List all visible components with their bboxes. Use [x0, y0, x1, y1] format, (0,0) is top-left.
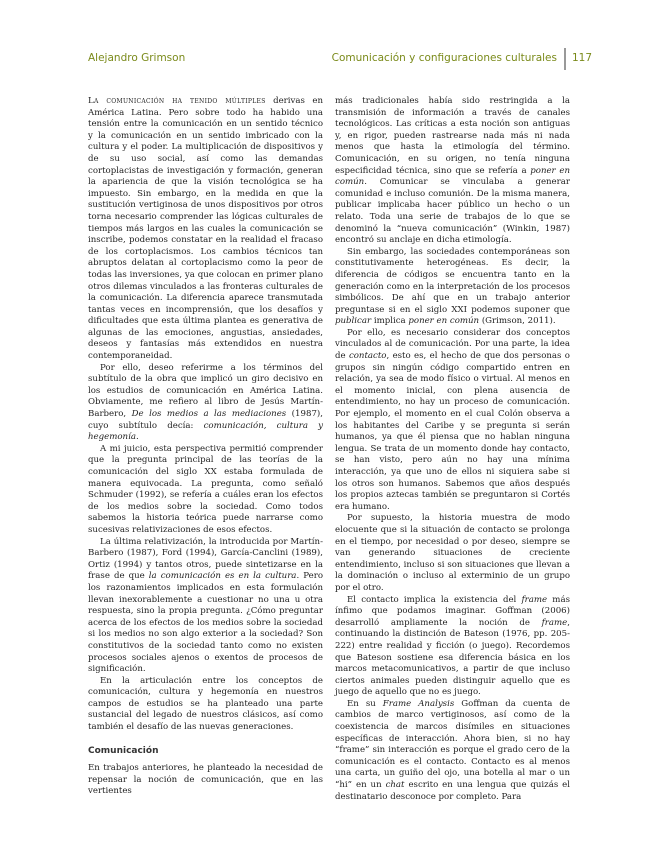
- paragraph: En su Frame Analysis Goffman da cuenta de cambios de marco vertiginosos, así como de la coexistencia de marcos disímiles en situaciones específicas de interacción. Ahora bien, si no hay “frame” sin interacción es porque el grado cero de la comunicación es el contacto. Contacto es al menos una carta, un guiño del ojo, una botella al mar o un “hi” en un chat escrito en una lengua que quizás el destinatario desconoce por completo. Para: [335, 698, 571, 802]
- left-column: [88, 96, 323, 798]
- paragraph: En trabajos anteriores, he planteado la necesidad de repensar la noción de comunicación, que en las vertientes: [88, 763, 323, 797]
- small-caps-lead: La comunicación ha tenido múltiples: [88, 96, 266, 106]
- paragraph: En la articulación entre los conceptos de comunicación, cultura y hegemonía en nuestros campos de estudios se ha planteado una parte sustancial del legado de nuestros clásicos, así como también el desafío de las nuevas generaciones.: [88, 675, 323, 733]
- right-column: [335, 96, 570, 803]
- running-header-author: Alejandro Grimson: [88, 52, 186, 64]
- header-divider: [564, 48, 566, 70]
- paragraph: Por ello, es necesario considerar dos conceptos vinculados al de comunicación. Por una parte, la idea de contacto, esto es, el hecho de que dos personas o grupos sin ningún código compartido entren en relación, ya sea de modo físico o virtual. Al menos en el momento inicial, con plena ausencia de entendimiento, no hay un proceso de comunicación. Por ejemplo, el momento en el cual Colón observa a los habitantes del Caribe y se pregunta si serán humanos, ya que él piensa que no hablan ninguna lengua. Se trata de un momento donde hay contacto, se han visto, pero aún no hay una mínima interacción, ya que uno de ellos ni siquiera sabe si los otros son humanos. Sabemos que años después los propios aztecas también se preguntaron si Cortés era humano.: [335, 327, 570, 512]
- paragraph: A mi juicio, esta perspectiva permitió comprender que la pregunta principal de las teorías de la comunicación del siglo XX estaba formulada de manera equivocada. La pregunta, como señaló Schmuder (1992), se refería a cuáles eran los efectos de los medios sobre la sociedad. Como todos sabemos la historia teórica puede narrarse como sucesivas relativizaciones de esos efectos.: [88, 443, 323, 535]
- paragraph: más tradicionales había sido restringida a la transmisión de información a través de canales tecnológicos. Las críticas a esta noción son antiguas y, en rigor, pueden rastrearse nada más ni nada menos que hasta la etimología del término. Comunicación, en su origen, no tenía ninguna especificidad técnica, sino que se refería a poner en común. Comunicar se vinculaba a generar comunidad e incluso comunión. De la misma manera, publicar implicaba hacer público un hecho o un relato. Toda una serie de trabajos de lo que se denominó la “nueva comunicación” (Winkin, 1987) encontró su anclaje en dicha etimología.: [335, 96, 570, 246]
- running-header-title: Comunicación y configuraciones culturales: [331, 52, 557, 64]
- paragraph: El contacto implica la existencia del frame más ínfimo que podamos imaginar. Goffman (2006) desarrolló ampliamente la noción de frame, continuando la distinción de Bateson (1976, pp. 205-222) entre realidad y ficción (o juego). Recordemos que Bateson sostiene esa diferencia básica en los marcos metacomunicativos, a partir de que incluso ciertos animales pueden distinguir aquello que es juego de aquello que no es juego.: [335, 594, 570, 698]
- section-heading: Comunicación: [88, 745, 159, 756]
- paragraph: Por ello, deseo referirme a los términos del subtítulo de la obra que implicó un giro decisivo en los estudios de comunicación en América Latina. Obviamente, me refiero al libro de Jesús Martín-Barbero, De los medios a las mediaciones (1987), cuyo subtítulo decía: comunicación, cultura y hegemonía.: [88, 362, 323, 443]
- paragraph: Por supuesto, la historia muestra de modo elocuente que si la situación de contacto se prolonga en el tiempo, por necesidad o por deseo, siempre se van generando situaciones de creciente entendimiento, incluso si son situaciones que llevan a la dominación o incluso al exterminio de un grupo por el otro.: [335, 513, 570, 593]
- paragraph: La última relativización, la introducida por Martín-Barbero (1987), Ford (1994), García-Canclini (1989), Ortiz (1994) y tantos otros, puede sintetizarse en la frase de que la comunicación es en la cultura. Pero los razonamientos implicados en esta formulación llevan inexorablemente a cuestionar no una u otra respuesta, sino la propia pregunta. ¿Cómo preguntar acerca de los efectos de los medios sobre la sociedad si los medios no son algo exterior a la sociedad? Son constitutivos de la sociedad tanto como no existen procesos sociales ajenos o exentos de procesos de significación.: [88, 536, 323, 675]
- page-number: 117: [572, 52, 593, 64]
- paragraph: Sin embargo, las sociedades contemporáneas son constitutivamente heterogéneas. Es decir, la diferencia de códigos se encuentra tanto en la generación como en la interpretación de los procesos simbólicos. De ahí que en un trabajo anterior preguntase si en el siglo XXI podemos suponer que publicar implica poner en común (Grimson, 2011).: [335, 246, 570, 327]
- paragraph: La comunicación ha tenido múltiples derivas en América Latina. Pero sobre todo ha habido una tensión entre la comunicación en un sentido técnico y la comunicación en un sentido imbricado con la cultura y el poder. La multiplicación de dispositivos y de su uso social, así como las demandas cortoplacistas de investigación y formación, generan la apariencia de que la visión tecnológica se ha impuesto. Sin embargo, en la medida en que la sustitución vertiginosa de unos dispositivos por otros torna necesario comprender las lógicas culturales de tiempos más largos en las cuales la comunicación se inscribe, podemos constatar en la realidad el fracaso de los cortoplacismos. Los cambios técnicos tan abruptos delatan al cortoplacismo como la peor de todas las inversiones, ya que colocan en primer plano otros dilemas vinculados a las fronteras culturales de la comunicación. La diferencia aparece transmutada tantas veces en incomprensión, que los desafíos y dificultades que esta última plantea es generativa de algunas de las emociones, angustias, ansiedades, deseos y fantasías más extendidos en nuestra contemporaneidad.: [88, 96, 323, 362]
